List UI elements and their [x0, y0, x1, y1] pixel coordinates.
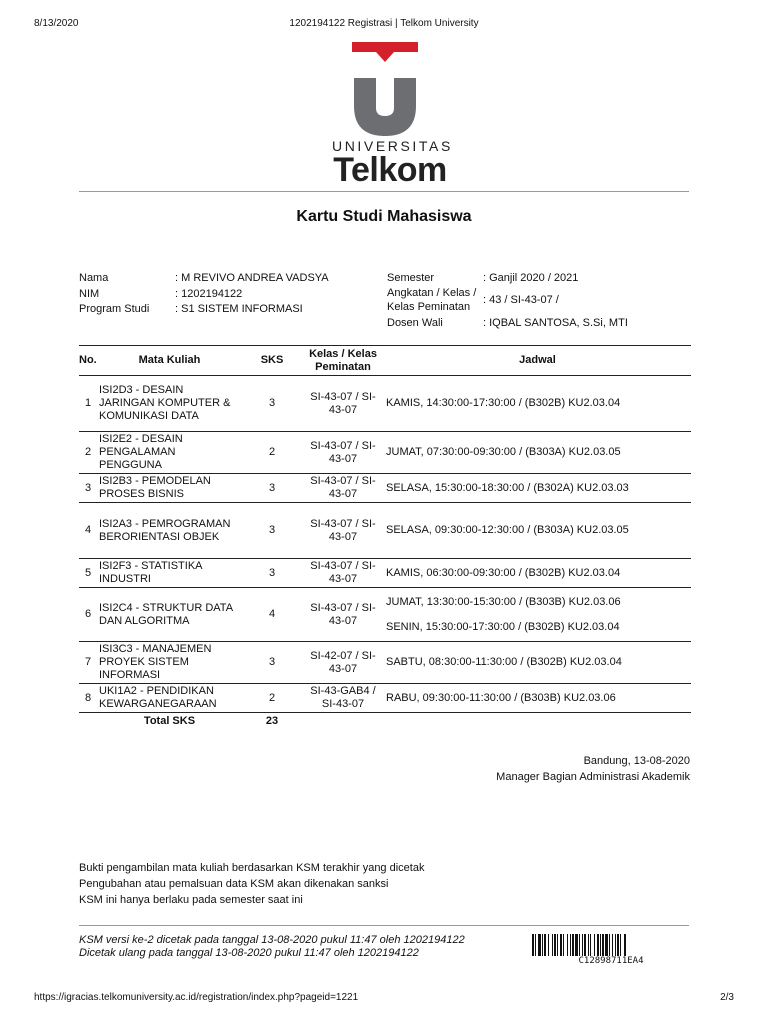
- note-line: Bukti pengambilan mata kuliah berdasarkan KSM terakhir yang dicetak: [79, 862, 425, 874]
- table-row: [79, 588, 691, 642]
- cell-kelas: SI-43-07 / SI-43-07: [302, 432, 384, 474]
- header-sks: SKS: [242, 346, 302, 376]
- angkatan-label-line2: Kelas Peminatan: [387, 301, 471, 313]
- header-kelas-line2: Peminatan: [315, 360, 371, 373]
- schedule-slot: KAMIS, 06:30:00-09:30:00 / (B302B) KU2.03.04: [386, 566, 621, 579]
- cell-mata-kuliah: UKI1A2 - PENDIDIKAN KEWARGANEGARAAN: [97, 684, 242, 713]
- cell-no: 1: [79, 376, 97, 432]
- table-row: [79, 474, 691, 503]
- print-date: 8/13/2020: [34, 18, 79, 29]
- course-table: [79, 345, 691, 731]
- barcode-code: C12898711EA4: [578, 956, 644, 966]
- total-row: [79, 713, 691, 731]
- cell-jadwal: [384, 642, 691, 684]
- cell-sks: 3: [242, 474, 302, 503]
- nim-value: : 1202194122: [175, 288, 243, 300]
- cell-sks: 2: [242, 432, 302, 474]
- angkatan-label-line1: Angkatan / Kelas /: [387, 287, 477, 299]
- signature-role: Manager Bagian Administrasi Akademik: [496, 771, 690, 783]
- cell-kelas: SI-43-07 / SI-43-07: [302, 588, 384, 642]
- footer-divider: [79, 925, 689, 926]
- header-kelas-line1: Kelas / Kelas: [309, 347, 377, 360]
- header-kelas: [302, 346, 384, 376]
- logo-text-telkom: Telkom: [333, 151, 447, 189]
- cell-no: 3: [79, 474, 97, 503]
- page-number: 2/3: [720, 992, 734, 1003]
- table-row: [79, 642, 691, 684]
- barcode: [532, 934, 690, 968]
- schedule-slot: SENIN, 15:30:00-17:30:00 / (B302B) KU2.03.04: [386, 620, 620, 633]
- cell-no: 8: [79, 684, 97, 713]
- print-info: [79, 934, 465, 960]
- note-line: Pengubahan atau pemalsuan data KSM akan dikenakan sanksi: [79, 878, 389, 890]
- note-line: KSM ini hanya berlaku pada semester saat ini: [79, 894, 303, 906]
- schedule-slot: SELASA, 09:30:00-12:30:00 / (B303A) KU2.03.05: [386, 524, 629, 536]
- table-row: [79, 432, 691, 474]
- student-info-right: [387, 272, 691, 332]
- table-row: [79, 559, 691, 588]
- cell-no: 2: [79, 432, 97, 474]
- barcode-bars-icon: [532, 934, 690, 956]
- header-no: No.: [79, 346, 97, 376]
- cell-sks: 3: [242, 559, 302, 588]
- cell-jadwal: [384, 588, 691, 642]
- schedule-slot: KAMIS, 14:30:00-17:30:00 / (B302B) KU2.03.04: [386, 397, 621, 409]
- cell-jadwal: [384, 684, 691, 713]
- cell-no: 5: [79, 559, 97, 588]
- signature-place-date: Bandung, 13-08-2020: [583, 755, 690, 767]
- cell-kelas: SI-43-07 / SI-43-07: [302, 474, 384, 503]
- header-mata-kuliah: Mata Kuliah: [97, 346, 242, 376]
- document-title: Kartu Studi Mahasiswa: [296, 208, 472, 225]
- cell-jadwal: [384, 503, 691, 559]
- cell-kelas: SI-42-07 / SI-43-07: [302, 642, 384, 684]
- logo-emblem-icon: [318, 40, 452, 140]
- cell-kelas: SI-43-07 / SI-43-07: [302, 503, 384, 559]
- table-row: [79, 376, 691, 432]
- cell-sks: 4: [242, 588, 302, 642]
- total-sks-value: 23: [265, 715, 279, 728]
- cell-kelas: SI-43-07 / SI-43-07: [302, 559, 384, 588]
- print-page-title: 1202194122 Registrasi | Telkom University: [289, 18, 479, 29]
- prodi-label: Program Studi: [79, 303, 150, 315]
- course-rows: [79, 376, 691, 731]
- nim-label: NIM: [79, 288, 100, 300]
- schedule-slot: JUMAT, 07:30:00-09:30:00 / (B303A) KU2.03.05: [386, 446, 621, 458]
- cell-mata-kuliah: ISI3C3 - MANAJEMEN PROYEK SISTEM INFORMASI: [97, 642, 242, 684]
- cell-mata-kuliah: ISI2F3 - STATISTIKA INDUSTRI: [97, 559, 242, 588]
- cell-mata-kuliah: ISI2A3 - PEMROGRAMAN BERORIENTASI OBJEK: [97, 503, 242, 559]
- cell-jadwal: [384, 474, 691, 503]
- nama-label: Nama: [79, 272, 109, 284]
- schedule-slot: SELASA, 15:30:00-18:30:00 / (B302A) KU2.03.03: [386, 481, 629, 494]
- dosen-label: Dosen Wali: [387, 317, 443, 329]
- cell-mata-kuliah: ISI2D3 - DESAIN JARINGAN KOMPUTER & KOMUNIKASI DATA: [97, 376, 242, 432]
- cell-no: 7: [79, 642, 97, 684]
- semester-label: Semester: [387, 272, 435, 284]
- total-sks-label: Total SKS: [143, 715, 196, 728]
- cell-jadwal: [384, 432, 691, 474]
- total-spacer: [384, 713, 691, 731]
- print-header: [34, 18, 734, 32]
- cell-kelas: SI-43-07 / SI-43-07: [302, 376, 384, 432]
- table-header-row: [79, 346, 691, 376]
- schedule-slot: JUMAT, 13:30:00-15:30:00 / (B303B) KU2.03.06: [386, 595, 621, 608]
- cell-sks: 2: [242, 684, 302, 713]
- cell-mata-kuliah: ISI2C4 - STRUKTUR DATA DAN ALGORITMA: [97, 588, 242, 642]
- table-row: [79, 503, 691, 559]
- header-jadwal: Jadwal: [384, 346, 691, 376]
- total-spacer: [302, 713, 384, 731]
- table-row: [79, 684, 691, 713]
- schedule-slot: SABTU, 08:30:00-11:30:00 / (B302B) KU2.03.04: [386, 656, 622, 668]
- angkatan-value: : 43 / SI-43-07 /: [483, 294, 559, 306]
- cell-kelas: SI-43-GAB4 / SI-43-07: [302, 684, 384, 713]
- cell-mata-kuliah: ISI2B3 - PEMODELAN PROSES BISNIS: [97, 474, 242, 503]
- print-info-line1: KSM versi ke-2 dicetak pada tanggal 13-08-2020 pukul 11:47 oleh 1202194122: [79, 934, 465, 946]
- cell-mata-kuliah: ISI2E2 - DESAIN PENGALAMAN PENGGUNA: [97, 432, 242, 474]
- total-spacer: [79, 713, 97, 731]
- logo-text-universitas: UNIVERSITAS: [332, 138, 453, 154]
- header-divider: [79, 191, 689, 192]
- cell-jadwal: [384, 376, 691, 432]
- print-footer: [34, 992, 734, 1006]
- dosen-value: : IQBAL SANTOSA, S.Si, MTI: [483, 317, 628, 329]
- telkom-university-logo: [318, 40, 452, 188]
- cell-jadwal: [384, 559, 691, 588]
- page-url: https://igracias.telkomuniversity.ac.id/registration/index.php?pageid=1221: [34, 992, 359, 1003]
- schedule-slot: RABU, 09:30:00-11:30:00 / (B303B) KU2.03.06: [386, 691, 616, 704]
- cell-sks: 3: [242, 642, 302, 684]
- cell-no: 4: [79, 503, 97, 559]
- cell-sks: 3: [242, 503, 302, 559]
- cell-no: 6: [79, 588, 97, 642]
- student-info-left: [79, 272, 379, 322]
- nama-value: : M REVIVO ANDREA VADSYA: [175, 272, 329, 284]
- prodi-value: : S1 SISTEM INFORMASI: [175, 303, 303, 315]
- notes: [79, 860, 424, 908]
- semester-value: : Ganjil 2020 / 2021: [483, 272, 579, 284]
- print-info-line2: Dicetak ulang pada tanggal 13-08-2020 pukul 11:47 oleh 1202194122: [79, 947, 419, 959]
- cell-sks: 3: [242, 376, 302, 432]
